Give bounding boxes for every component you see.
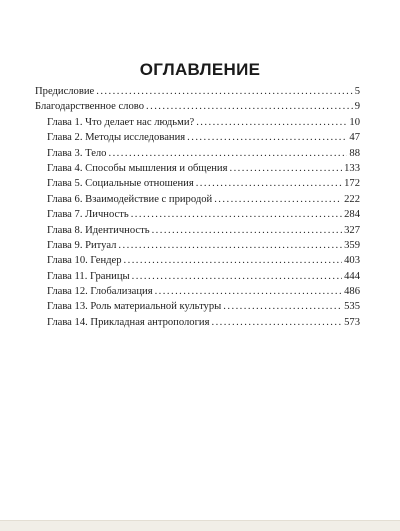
- toc-entry: [35, 238, 360, 253]
- toc-entry: [35, 269, 360, 284]
- toc-entry: [35, 299, 360, 314]
- toc-entry: [35, 223, 360, 238]
- toc-entry-page-number: 47: [349, 132, 360, 144]
- toc-entry: [35, 130, 360, 145]
- toc-entry-title: Глава 10. Гендер: [47, 255, 122, 267]
- toc-entry-title: Глава 2. Методы исследования: [47, 132, 186, 144]
- toc-entry: [35, 315, 360, 330]
- toc-entry-page-number: 327: [344, 224, 360, 236]
- toc-entry: [35, 161, 360, 176]
- toc-entry-page-number: 222: [344, 193, 360, 205]
- toc-entry-title: Глава 1. Что делает нас людьми?: [47, 116, 195, 128]
- toc-dot-leader: [187, 130, 347, 145]
- toc-dot-leader: [152, 223, 343, 238]
- toc-entry: [35, 192, 360, 207]
- table-of-contents: [35, 84, 360, 330]
- toc-entry-title: Глава 4. Способы мышления и общения: [47, 162, 228, 174]
- toc-entry-title: Глава 13. Роль материальной культуры: [47, 301, 222, 313]
- toc-entry: [35, 99, 360, 114]
- toc-entry-page-number: 535: [344, 301, 360, 313]
- toc-entry-page-number: 133: [344, 162, 360, 174]
- page-bottom-edge: [0, 520, 400, 531]
- toc-entry: [35, 253, 360, 268]
- toc-entry-title: Глава 8. Идентичность: [47, 224, 150, 236]
- toc-dot-leader: [196, 115, 347, 130]
- toc-entry: [35, 284, 360, 299]
- toc-entry-title: Глава 9. Ритуал: [47, 239, 117, 251]
- toc-entry-page-number: 444: [344, 270, 360, 282]
- toc-entry-title: Глава 14. Прикладная антропология: [47, 316, 210, 328]
- toc-entry-title: Глава 6. Взаимодействие с природой: [47, 193, 213, 205]
- page-title: ОГЛАВЛЕНИЕ: [139, 60, 261, 79]
- toc-entry-title: Глава 12. Глобализация: [47, 286, 153, 298]
- toc-entry-page-number: 284: [344, 209, 360, 221]
- toc-dot-leader: [146, 99, 353, 114]
- toc-entry-title: Глава 3. Тело: [47, 147, 107, 159]
- toc-dot-leader: [229, 161, 342, 176]
- toc-entry-page-number: 5: [354, 86, 360, 97]
- toc-dot-leader: [108, 146, 347, 161]
- toc-entry-title: Глава 7. Личность: [47, 209, 129, 221]
- toc-entry-page-number: 9: [354, 101, 360, 113]
- toc-entry-page-number: 10: [349, 116, 360, 128]
- toc-entry-title: Глава 11. Границы: [47, 270, 130, 282]
- toc-dot-leader: [132, 269, 343, 284]
- toc-dot-leader: [124, 253, 343, 268]
- toc-dot-leader: [223, 299, 342, 314]
- toc-entry-title: Глава 5. Социальные отношения: [47, 178, 194, 190]
- toc-dot-leader: [214, 192, 342, 207]
- toc-entry: [35, 84, 360, 99]
- toc-entry-page-number: 573: [344, 316, 360, 328]
- toc-entry-page-number: 359: [344, 239, 360, 251]
- toc-entry-title: Предисловие: [35, 86, 95, 97]
- toc-entry: [35, 207, 360, 222]
- toc-entry-page-number: 172: [344, 178, 360, 190]
- toc-entry: [35, 115, 360, 130]
- toc-entry: [35, 146, 360, 161]
- toc-dot-leader: [155, 284, 343, 299]
- toc-entry-page-number: 88: [349, 147, 360, 159]
- toc-dot-leader: [118, 238, 342, 253]
- toc-dot-leader: [211, 315, 342, 330]
- toc-dot-leader: [196, 176, 342, 191]
- toc-entry-title: Благодарственное слово: [35, 101, 144, 113]
- toc-entry: [35, 176, 360, 191]
- toc-entry-page-number: 403: [344, 255, 360, 267]
- toc-entry-page-number: 486: [344, 286, 360, 298]
- toc-dot-leader: [96, 84, 352, 99]
- toc-dot-leader: [131, 207, 342, 222]
